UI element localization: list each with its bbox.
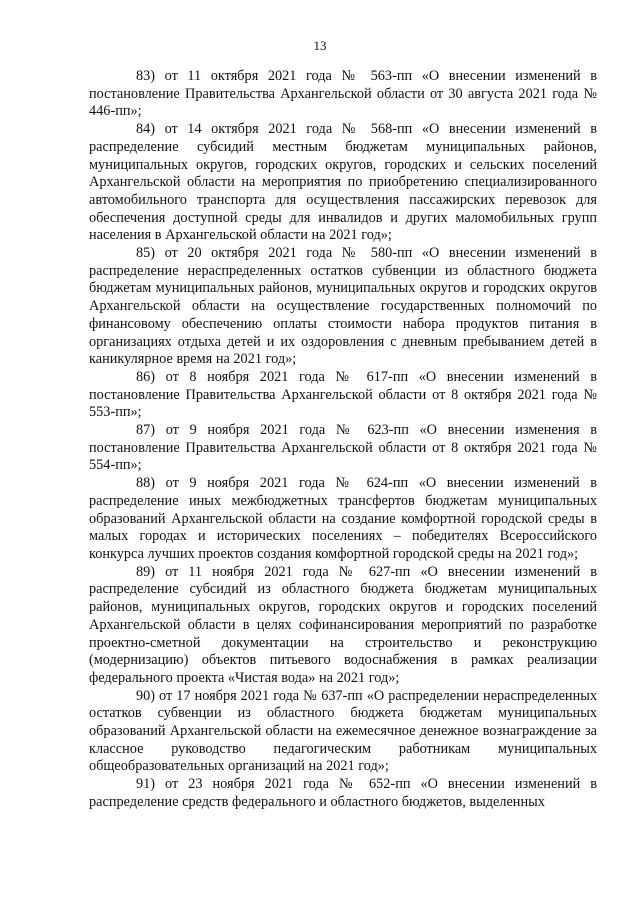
list-item-86: 86) от 8 ноября 2021 года № 617-пп «О внесении изменений в постановление Правительства Архангельской области от 8 октября 2021 года № 553-пп»;	[89, 368, 597, 421]
page-number: 13	[313, 38, 327, 53]
list-item-84: 84) от 14 октября 2021 года № 568-пп «О внесении изменений в распределение субсидий местным бюджетам муниципальных районов, муниципальных округов, городских округов, городских и сельских поселений Архангельской области на мероприятия по приобретению специализированного автомобильного транспорта для осуществления пассажирских перевозок для обеспечения доступной среды для инвалидов и других маломобильных групп населения в Архангельской области на 2021 год»;	[89, 121, 597, 244]
list-item-91: 91) от 23 ноября 2021 года № 652-пп «О внесении изменений в распределение средств федерального и областного бюджетов, выделенных	[89, 776, 597, 810]
list-item-88: 88) от 9 ноября 2021 года № 624-пп «О внесении изменений в распределение иных межбюджетных трансфертов бюджетам муниципальных образований Архангельской области на создание комфортной городской среды в малых городах и исторических поселениях – победителях Всероссийского конкурса лучших проектов создания комфортной городской среды на 2021 год»;	[89, 475, 597, 562]
list-item-85: 85) от 20 октября 2021 года № 580-пп «О внесении изменений в распределение нераспределенных остатков субвенции из областного бюджета бюджетам муниципальных районов, муниципальных округов и городских округов Архангельской области на осуществление государственных полномочий по финансовому обеспечению оплаты стоимости набора продуктов питания в организациях отдыха детей и их оздоровления с дневным пребыванием детей в каникулярное время на 2021 год»;	[89, 245, 597, 368]
list-item-83: 83) от 11 октября 2021 года № 563-пп «О внесении изменений в постановление Правительства Архангельской области от 30 августа 2021 года № 446-пп»;	[89, 68, 597, 120]
list-item-90: 90) от 17 ноября 2021 года № 637-пп «О распределении нераспределенных остатков субвенции из областного бюджета бюджетам муниципальных образований Архангельской области на ежемесячное денежное вознаграждение за классное руководство педагогическим работникам муниципальных общеобразовательных организаций на 2021 год»;	[89, 687, 597, 775]
list-item-89: 89) от 11 ноября 2021 года № 627-пп «О внесении изменений в распределение субсидий из областного бюджета бюджетам муниципальных районов, муниципальных округов, городских округов и городских поселений Архангельской области в целях софинансирования мероприятий по разработке проектно-сметной документации на строительство и реконструкцию (модернизацию) объектов питьевого водоснабжения в рамках реализации федерального проекта «Чистая вода» на 2021 год»;	[89, 563, 597, 686]
list-item-87: 87) от 9 ноября 2021 года № 623-пп «О внесении изменения в постановление Правительства Архангельской области от 8 октября 2021 года № 554-пп»;	[89, 422, 597, 474]
document-body	[89, 68, 597, 812]
